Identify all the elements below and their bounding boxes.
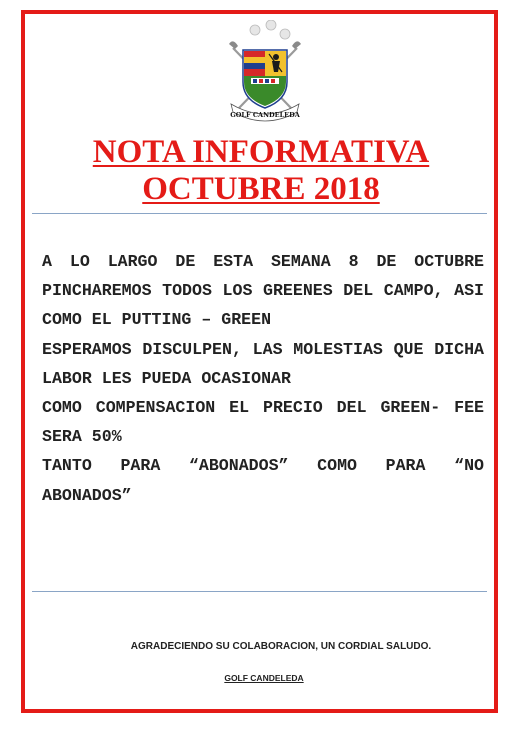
divider-top (32, 213, 487, 214)
notice-paragraph: COMO COMPENSACION EL PRECIO DEL GREEN- FEE SERA 50% (42, 398, 484, 447)
divider-bottom (32, 591, 487, 592)
notice-paragraph: ESPERAMOS DISCULPEN, LAS MOLESTIAS QUE DICHA LABOR LES PUEDA OCASIONAR (42, 339, 484, 388)
golf-candeleda-logo (225, 20, 305, 125)
closing-line: AGRADECIENDO SU COLABORACION, UN CORDIAL SALUDO. (130, 641, 432, 652)
svg-text:GOLF CANDELEDA: GOLF CANDELEDA (230, 111, 300, 119)
notice-body (42, 247, 484, 510)
title-line-2: OCTUBRE 2018 (142, 171, 380, 207)
title-line-1: NOTA INFORMATIVA (92, 134, 430, 170)
notice-paragraph: TANTO PARA “ABONADOS” COMO PARA “NO ABONADOS” (42, 456, 484, 505)
signature: GOLF CANDELEDA (224, 673, 304, 683)
notice-paragraph: A LO LARGO DE ESTA SEMANA 8 DE OCTUBRE PINCHAREMOS TODOS LOS GREENES DEL CAMPO, ASI COMO EL PUTTING – GREEN (42, 252, 484, 330)
